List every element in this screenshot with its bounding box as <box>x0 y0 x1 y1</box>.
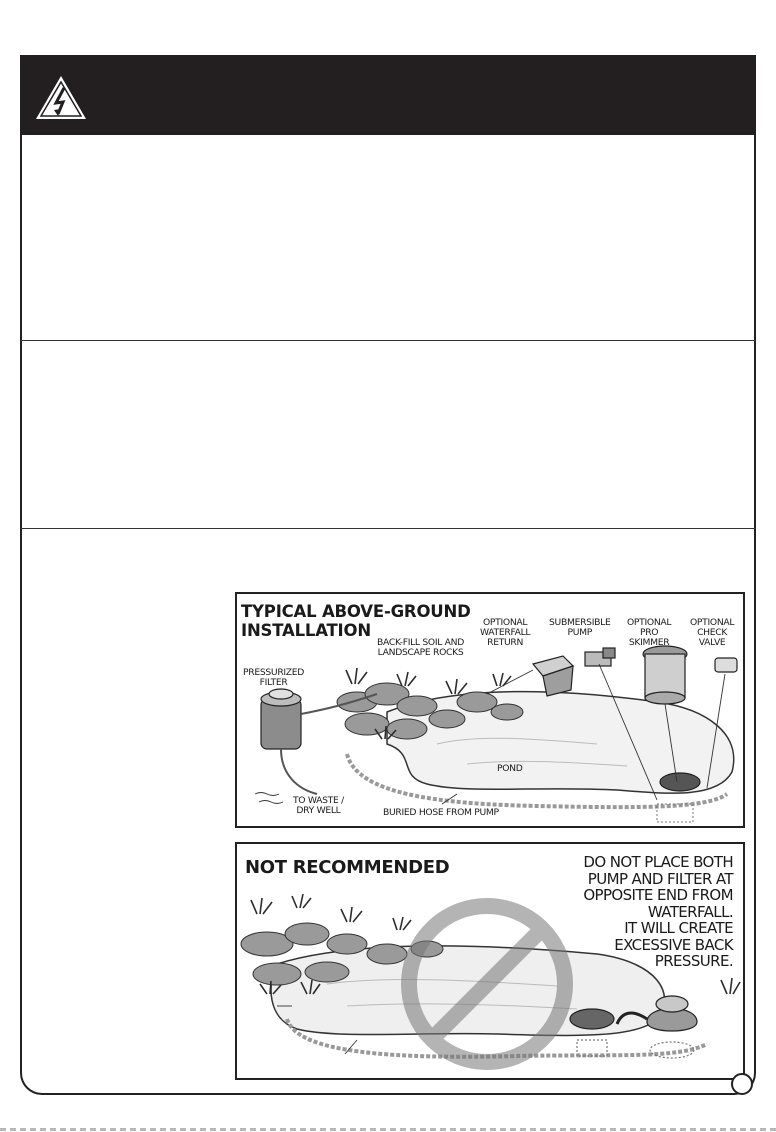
high-voltage-warning-icon <box>34 73 88 121</box>
label-check-valve: OPTIONAL CHECK VALVE <box>690 617 735 648</box>
warning-header-bar <box>20 55 756 135</box>
label-waterfall-return: OPTIONAL WATERFALL RETURN <box>480 617 531 648</box>
not-recommended-figure <box>235 842 745 1080</box>
label-backfill: BACK-FILL SOIL AND LANDSCAPE ROCKS <box>377 637 465 658</box>
label-submersible-pump: SUBMERSIBLE PUMP <box>549 617 611 638</box>
instruction-section-2 <box>20 340 756 529</box>
figure-title: TYPICAL ABOVE-GROUND INSTALLATION <box>241 602 471 640</box>
bottom-edge-trim <box>0 1128 776 1131</box>
back-pressure-warning: DO NOT PLACE BOTH PUMP AND FILTER AT OPPOSITE END FROM WATERFALL. IT WILL CREATE EXCESSIVE BACK PRESSURE. <box>583 853 733 970</box>
label-buried-hose: BURIED HOSE FROM PUMP <box>383 807 499 818</box>
typical-installation-figure <box>235 592 745 828</box>
label-pressurized-filter: PRESSURIZED FILTER <box>243 667 305 688</box>
label-pond: POND <box>497 763 523 774</box>
label-pro-skimmer: OPTIONAL PRO SKIMMER <box>627 617 672 648</box>
label-to-waste: TO WASTE / DRY WELL <box>293 795 344 816</box>
not-recommended-title: NOT RECOMMENDED <box>245 857 450 878</box>
instruction-section-1 <box>20 135 756 341</box>
page-corner-marker <box>731 1073 753 1095</box>
